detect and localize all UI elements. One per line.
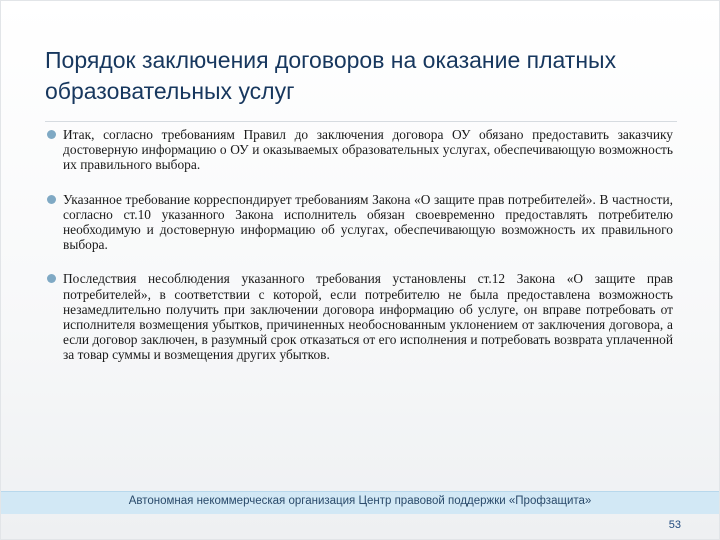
- bullet-text: Указанное требование корреспондирует требованиям Закона «О защите прав потребителей». В частности, согласно ст.10 указанного Закона исполнитель обязан своевременно предоставлять потребителю необходимую и достоверную информацию об услугах, обеспечивающую возможность их правильного выбора.: [63, 191, 673, 253]
- bullet-item: [45, 271, 673, 362]
- bullet-dot-icon: [47, 130, 56, 139]
- title-divider: [45, 121, 677, 122]
- bullet-text: Последствия несоблюдения указанного требования установлены ст.12 Закона «О защите прав потребителей», в соответствии с которой, если потребителю не была предоставлена возможность незамедлительно получить при заключении договора информацию об услуге, он вправе потребовать от исполнителя возмещения убытков, причиненных необоснованным уклонением от заключения договора, а если договор заключен, в разумный срок отказаться от его исполнения и потребовать возврата уплаченной за товар суммы и возмещения других убытков.: [63, 271, 673, 363]
- bullet-item: [45, 127, 673, 173]
- bullet-list: [45, 127, 673, 363]
- page-number: 53: [668, 519, 681, 531]
- slide-title: Порядок заключения договоров на оказание платных образовательных услуг: [45, 47, 617, 104]
- bullet-dot-icon: [47, 195, 56, 204]
- bullet-text: Итак, согласно требованиям Правил до заключения договора ОУ обязано предоставить заказчику достоверную информацию о ОУ и оказываемых образовательных услугах, обеспечивающую возможность их правильного выбора.: [63, 127, 673, 173]
- bullet-item: [45, 192, 673, 253]
- footer-organization: Автономная некоммерческая организация Центр правовой поддержки «Профзащита»: [128, 495, 592, 507]
- bullet-dot-icon: [47, 274, 56, 283]
